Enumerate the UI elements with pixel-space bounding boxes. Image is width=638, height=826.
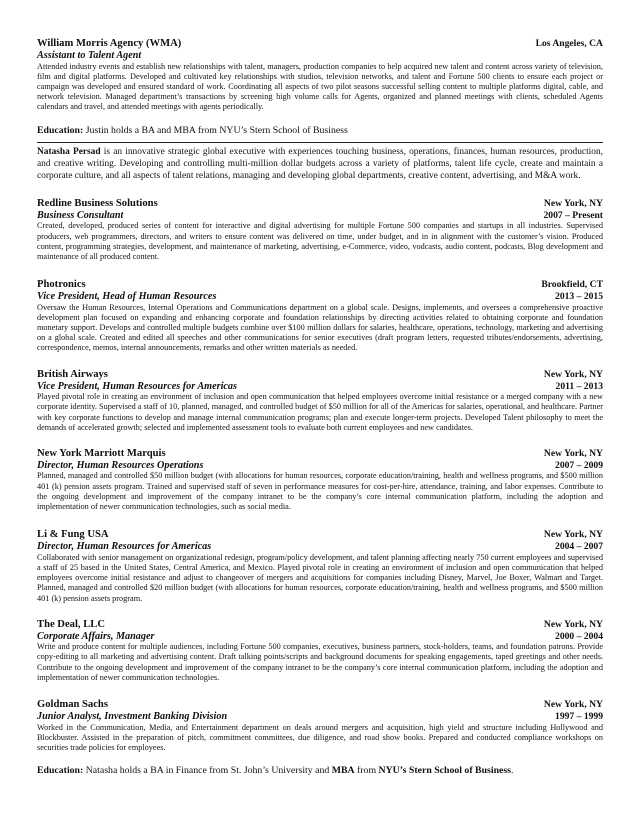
entry-description: Worked in the Communication, Media, and Entertainment department on deals around mergers and acquisition, high yield and structure including Hollywood and Blockbuster. Assisted in the preparation of pitch, commitment committees, due diligence, and road show books. Prepared and conducted compliance workshops on securities trade policies for employees. (37, 722, 603, 752)
org-name: William Morris Agency (WMA) (37, 38, 182, 49)
education-top (37, 125, 603, 137)
role-title: Director, Human Resources Operations (37, 459, 204, 471)
role-row (37, 541, 603, 553)
role-row (37, 210, 603, 222)
org-location: New York, NY (543, 699, 603, 711)
role-dates: 2004 – 2007 (555, 541, 603, 553)
org-location: New York, NY (543, 529, 603, 541)
entry-header (37, 369, 603, 381)
education-school: NYU’s Stern School of Business (378, 765, 511, 777)
org-location: Los Angeles, CA (535, 38, 603, 49)
entry-british-airways (37, 369, 603, 433)
education-label: Education: (37, 124, 84, 136)
role-dates: 2007 – 2009 (555, 459, 603, 471)
role-title: Director, Human Resources for Americas (37, 541, 212, 553)
summary-name: Natasha Persad (37, 146, 101, 157)
org-location: New York, NY (543, 197, 603, 209)
role-row (37, 50, 603, 62)
entry-goldman-sachs (37, 699, 603, 753)
entry-description: Created, developed, produced series of content for interactive and digital advertising for multiple Fortune 500 companies and startups in all industries. Supervised producers, web programmers, directors, and writers to ensure content was delivered on time, under budget, and in in alignment with the customer’s vision. Produced content, programming strategies, development, and maintenance of marketing, advertising, e-Commerce, video, vodcasts, audio content, podcasts, Blog development and maintenance of all produced content. (37, 221, 603, 261)
org-location: New York, NY (543, 447, 603, 459)
role-row (37, 631, 603, 643)
education-degree: MBA (331, 765, 355, 777)
entry-header (37, 198, 603, 210)
entry-description: Oversaw the Human Resources, Internal Operations and Communications department on a global scale. Designs, implements, and oversees a comprehensive proactive development plan focused on expanding and enhancing corporate and foundation relationships by directing activities related to obtaining corporate and foundation monetary support. Develops and controlled multiple budgets combine over $100 million dollars for salaries, healthcare, operations, technology, marketing and advertising on a global scale. Created and edited all speeches and other communications for senior executives (draft program letters, requested tributes/endorsements, advertising, correspondence, memos, internal announcements, remarks and other written materials as needed. (37, 302, 603, 353)
entry-header (37, 619, 603, 631)
entry-header (37, 279, 603, 291)
role-title: Vice President, Head of Human Resources (37, 291, 217, 303)
entry-li-fung (37, 529, 603, 604)
education-bottom (37, 765, 603, 777)
entry-header (37, 448, 603, 460)
entry-description: Played pivotal role in creating an environment of inclusion and open communication that helped employees overcome initial resistance or a merged company with a new corporate identity. Supervised a staff of 10, planned, managed, and controlled budget of $50 million for all of the Americas for salaries, operational, and healthcare. Partner with key corporate functions to develop and manage internal communication programs; plan and execute longer-term projects. Developed Talent philosophy to meet the demands of accelerated growth; selected and implemented assessment tools to evaluate both current employees and new candidates. (37, 392, 603, 432)
education-mid: from (354, 765, 379, 777)
org-name: Goldman Sachs (37, 699, 108, 711)
role-row (37, 381, 603, 393)
role-dates: 2013 – 2015 (555, 291, 603, 303)
org-location: New York, NY (543, 618, 603, 630)
entry-redline (37, 198, 603, 262)
role-dates: 1997 – 1999 (555, 711, 603, 723)
entry-header (37, 529, 603, 541)
role-row (37, 291, 603, 303)
org-location: Brookfield, CT (541, 279, 603, 291)
org-name: Li & Fung USA (37, 529, 109, 541)
role-dates: 2007 – Present (543, 209, 603, 221)
entry-description: Attended industry events and establish new relationships with talent, managers, production companies to help acquired new talent and content across variety of television, film and digital platforms. Developed and cultivated key relationships with studios, television networks, and talent and Fortune 500 clients to ensure each project or campaign was developed and ensured standard of work. Coordinating all aspects of two pilot seasons successful selling content to multiple platforms digital, cable, and network television. Managed department’s transactions by screening high volume calls for Agents, organized and planned meetings with clients, scheduled Agents calendars and travel, and attended meetings with agents periodically. (37, 61, 603, 112)
education-label: Education: (37, 765, 84, 777)
entry-wma (37, 38, 603, 113)
entry-the-deal (37, 619, 603, 683)
education-post: . (511, 765, 514, 777)
role-row (37, 711, 603, 723)
role-title: Corporate Affairs, Manager (37, 630, 155, 642)
org-name: The Deal, LLC (37, 618, 105, 630)
summary-text: is an innovative strategic global executive with experiences touching business, operations, finances, human resources, production, and creative writing. Developing and controlling multi-million dollar budgets across a variety of platforms, talent life cycle, create and maintain a corporate culture, and all aspects of talent relations, managing and developing global departments, creative content, advertising, and M&A work. (37, 146, 603, 181)
role-dates: 2011 – 2013 (555, 380, 603, 392)
resume-page (37, 38, 603, 777)
entry-description: Write and produce content for multiple audiences, including Fortune 500 companies, executives, business partners, stock-holders, teams, and foundation patrons. Provide copy-editing to all marketing and advertising content. Draft talking points/scripts and background documents for speaking engagements, taped greetings and other needs. Contribute to the ongoing development and improvement of the company intranet to be the company’s core internal communication platform, including the adoption and implementation of newer communication technologies. (37, 642, 603, 682)
entry-header (37, 699, 603, 711)
org-name: Photronics (37, 279, 86, 291)
role-dates: 2000 – 2004 (555, 630, 603, 642)
role-title: Vice President, Human Resources for Americas (37, 380, 237, 392)
education-text: Justin holds a BA and MBA from NYU’s Stern School of Business (85, 124, 348, 136)
role-title: Junior Analyst, Investment Banking Division (37, 711, 228, 723)
education-pre: Natasha holds a BA in Finance from St. John’s University and (85, 765, 332, 777)
role-title: Assistant to Talent Agent (37, 50, 142, 61)
entry-photronics (37, 279, 603, 354)
org-location: New York, NY (543, 368, 603, 380)
role-row (37, 460, 603, 472)
org-name: British Airways (37, 368, 108, 380)
org-name: Redline Business Solutions (37, 197, 158, 209)
org-name: New York Marriott Marquis (37, 447, 166, 459)
entry-description: Planned, managed and controlled $50 million budget (with allocations for human resources, corporate education/training, health and wellness programs, and $500 million 401 (k) pension assets program. Trained and supervised staff of seven in performance measures for cost-per-hire, attendance, training, and labor expenses. Contribute to the ongoing development and improvement of the company intranet to be the company’s core internal communication platform, including the adoption and implementation of newer communication technologies, such as social media. (37, 471, 603, 512)
entry-header (37, 38, 603, 50)
entry-description: Collaborated with senior management on organizational redesign, program/policy development, and talent planning affecting nearly 750 current employees and supervised a staff of 25 based in the United States, Central America, and Mexico. Played pivotal role in creating an environment of inclusion and open communication that helped employees overcome initial resistance and adjust to changeover of mergers and acquisitions for companies including Disney, Marvel, Joe Boxer, Walmart and Target. Planned, managed and controlled $20 million budget (with allocations for human resources, corporate education/training, health and wellness programs, and $500 million 401 (k) pension assets program. (37, 552, 603, 603)
profile-summary (37, 146, 603, 182)
role-title: Business Consultant (37, 209, 124, 221)
entry-marriott (37, 448, 603, 512)
